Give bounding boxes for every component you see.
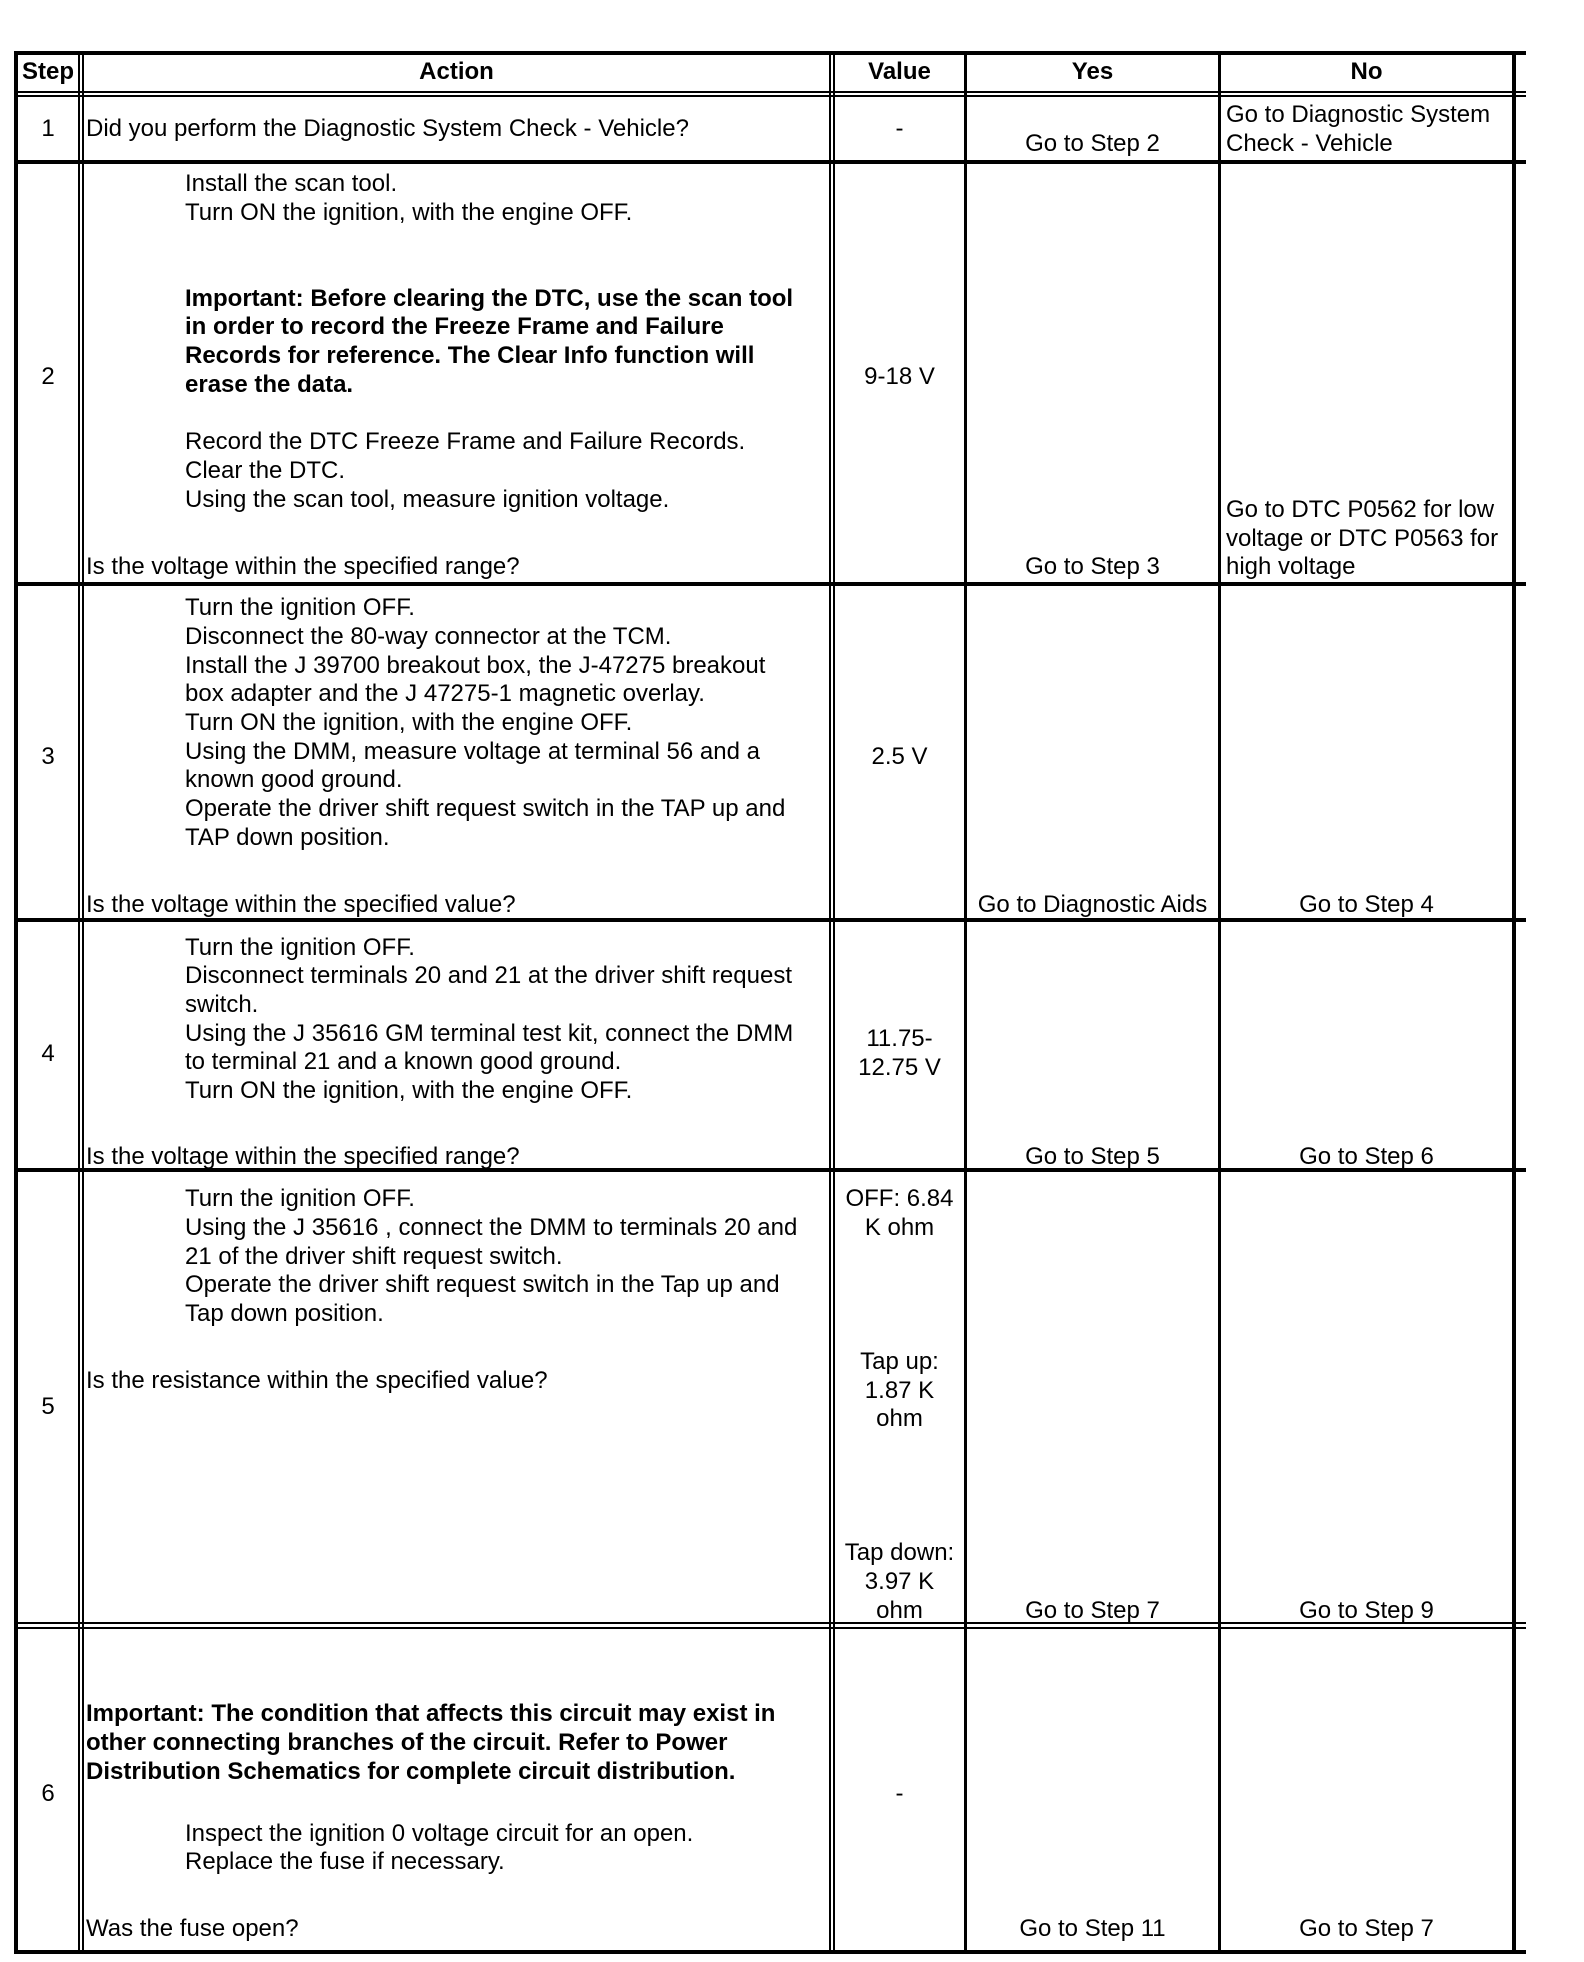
yes-cell: Go to Step 11 (1019, 1915, 1166, 1942)
row-divider (14, 582, 1526, 586)
header-value: Value (868, 58, 931, 85)
action-step: Disconnect the 80-way connector at the TCM. (185, 623, 672, 650)
action-step: to terminal 21 and a known good ground. (185, 1048, 622, 1075)
action-step: 21 of the driver shift request switch. (185, 1243, 563, 1270)
no-cell-line: voltage or DTC P0563 for (1226, 525, 1499, 552)
action-step: Using the J 35616 , connect the DMM to terminals 20 and (185, 1214, 798, 1241)
important-note: Important: Before clearing the DTC, use the scan tool (185, 285, 794, 312)
header-divider (14, 91, 1526, 93)
value-cell-line: 12.75 V (858, 1054, 941, 1081)
table-border-top (14, 51, 1526, 55)
yes-cell: Go to Step 2 (1025, 130, 1160, 157)
header-step: Step (21, 58, 74, 85)
table-border-left (14, 51, 18, 1954)
step-number: 6 (41, 1780, 55, 1807)
yes-cell: Go to Diagnostic Aids (977, 891, 1208, 918)
action-step: Install the scan tool. (185, 170, 398, 197)
value-cell: - (895, 115, 904, 142)
action-step: Operate the driver shift request switch in the Tap up and (185, 1271, 780, 1298)
table-border-bottom (14, 1950, 1526, 1954)
no-cell-line: Check - Vehicle (1226, 130, 1393, 157)
value-tap-down-line: ohm (876, 1597, 923, 1624)
no-cell: Go to Step 4 (1299, 891, 1434, 918)
action-step: TAP down position. (185, 824, 390, 851)
value-cell: 2.5 V (871, 743, 928, 770)
action-step: Using the scan tool, measure ignition voltage. (185, 486, 670, 513)
step-number: 5 (41, 1393, 55, 1420)
value-tap-down-line: Tap down: (844, 1539, 955, 1566)
action-step: Turn ON the ignition, with the engine OFF. (185, 1077, 633, 1104)
important-note: erase the data. (185, 371, 354, 398)
column-divider (82, 51, 84, 1954)
column-divider (78, 51, 80, 1954)
action-step: Disconnect terminals 20 and 21 at the driver shift request (185, 962, 792, 989)
value-tap-down-line: 3.97 K (864, 1568, 935, 1595)
no-cell-line: Go to DTC P0562 for low (1226, 496, 1495, 523)
no-cell-line: high voltage (1226, 553, 1356, 580)
important-note: Distribution Schematics for complete circuit distribution. (86, 1758, 736, 1785)
value-tap-up-line: Tap up: (860, 1348, 939, 1375)
important-note: in order to record the Freeze Frame and Failure (185, 313, 724, 340)
header-no: No (1350, 58, 1383, 85)
important-note: Important: The condition that affects this circuit may exist in (86, 1700, 776, 1727)
action-question: Was the fuse open? (86, 1915, 299, 1942)
value-cell: - (895, 1780, 904, 1807)
header-divider (14, 95, 1526, 97)
header-yes: Yes (1071, 58, 1114, 85)
action-step: box adapter and the J 47275-1 magnetic overlay. (185, 680, 705, 707)
action-step: Clear the DTC. (185, 457, 346, 484)
action-step: Record the DTC Freeze Frame and Failure Records. (185, 428, 746, 455)
yes-cell: Go to Step 7 (1025, 1597, 1160, 1624)
action-step: Operate the driver shift request switch in the TAP up and (185, 795, 786, 822)
column-divider (964, 51, 967, 1954)
action-step: Using the J 35616 GM terminal test kit, connect the DMM (185, 1020, 794, 1047)
value-tap-up-line: 1.87 K (864, 1377, 935, 1404)
action-step: Replace the fuse if necessary. (185, 1848, 505, 1875)
action-step: Install the J 39700 breakout box, the J-47275 breakout (185, 652, 766, 679)
action-question: Is the voltage within the specified range? (86, 1143, 520, 1170)
step-number: 4 (41, 1040, 55, 1067)
step-number: 1 (41, 115, 55, 142)
value-tap-up-line: ohm (876, 1405, 923, 1432)
row-divider (14, 160, 1526, 164)
no-cell: Go to Step 6 (1299, 1143, 1434, 1170)
action-question: Is the resistance within the specified value? (86, 1367, 548, 1394)
action-step: Turn the ignition OFF. (185, 594, 415, 621)
action-step: Tap down position. (185, 1300, 384, 1327)
action-question: Is the voltage within the specified range? (86, 553, 520, 580)
action-step: Using the DMM, measure voltage at terminal 56 and a (185, 738, 760, 765)
no-cell: Go to Step 7 (1299, 1915, 1434, 1942)
column-divider (1218, 51, 1221, 1954)
row-divider (14, 1627, 1526, 1629)
value-off-line: OFF: 6.84 (845, 1185, 954, 1212)
yes-cell: Go to Step 3 (1025, 553, 1160, 580)
table-border-right (1512, 51, 1516, 1954)
column-divider (829, 51, 831, 1954)
action-step: Turn ON the ignition, with the engine OFF. (185, 199, 633, 226)
action-question: Did you perform the Diagnostic System Check - Vehicle? (86, 115, 689, 142)
action-step: Turn ON the ignition, with the engine OFF. (185, 709, 633, 736)
action-step: switch. (185, 991, 259, 1018)
step-number: 3 (41, 743, 55, 770)
step-number: 2 (41, 363, 55, 390)
yes-cell: Go to Step 5 (1025, 1143, 1160, 1170)
action-step: Turn the ignition OFF. (185, 1185, 415, 1212)
action-step: known good ground. (185, 766, 403, 793)
column-divider (833, 51, 835, 1954)
important-note: Records for reference. The Clear Info function will (185, 342, 755, 369)
value-off-line: K ohm (864, 1214, 935, 1241)
value-cell: 9-18 V (864, 363, 935, 390)
no-cell: Go to Step 9 (1299, 1597, 1434, 1624)
header-action: Action (419, 58, 494, 85)
action-step: Inspect the ignition 0 voltage circuit for an open. (185, 1820, 694, 1847)
value-cell-line: 11.75- (866, 1025, 933, 1052)
action-question: Is the voltage within the specified value? (86, 891, 516, 918)
action-step: Turn the ignition OFF. (185, 934, 415, 961)
no-cell-line: Go to Diagnostic System (1226, 101, 1491, 128)
important-note: other connecting branches of the circuit. Refer to Power (86, 1729, 728, 1756)
